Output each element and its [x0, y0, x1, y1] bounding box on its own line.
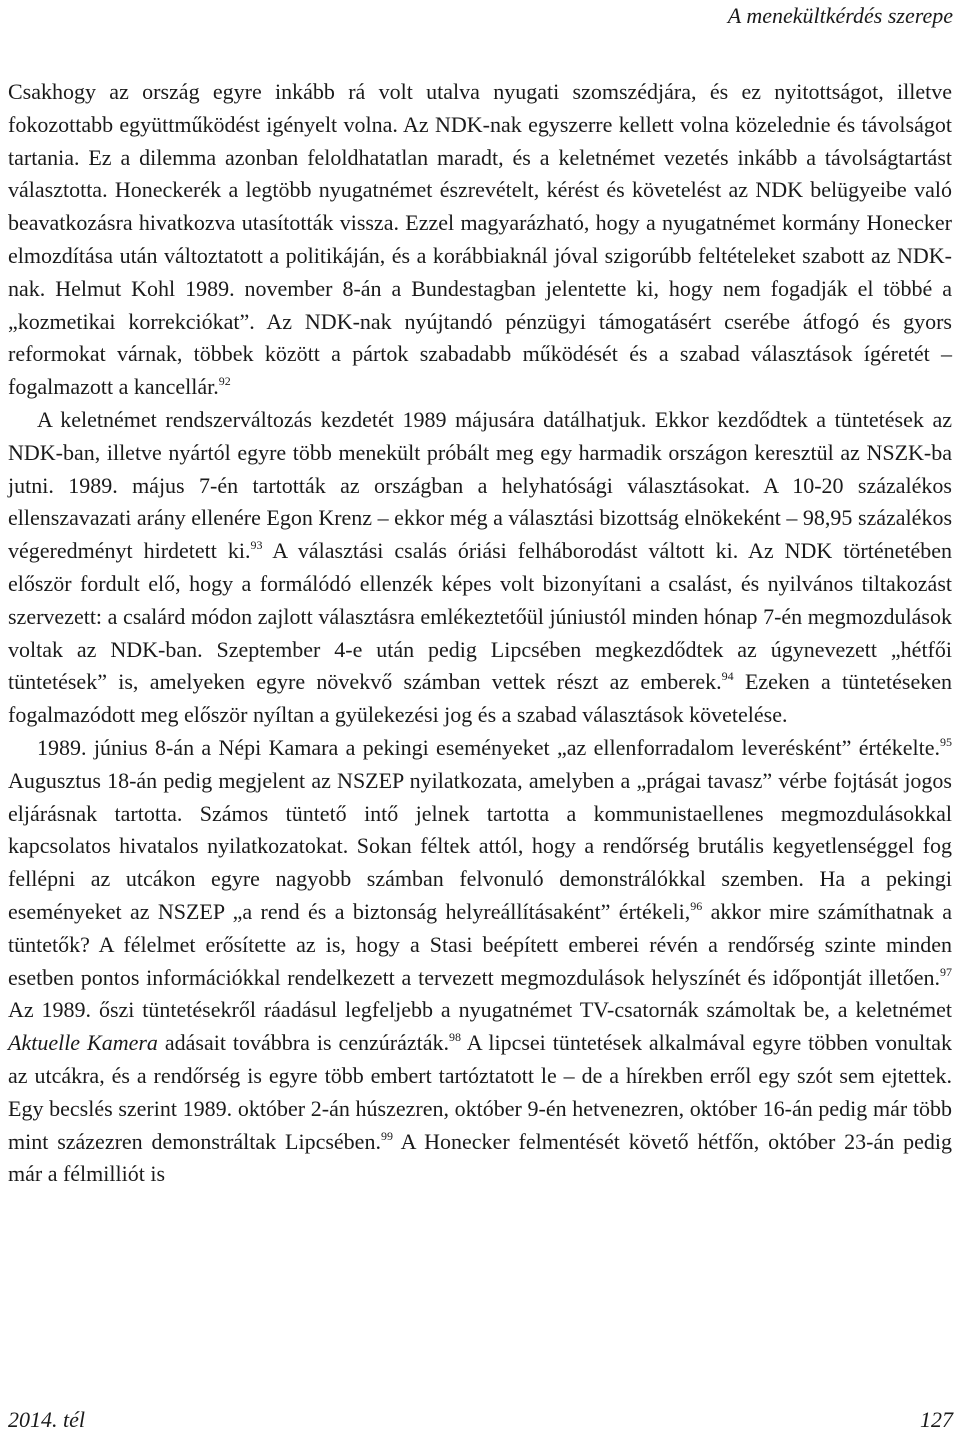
text-run: Az 1989. őszi tüntetésekről ráadásul legfeljebb a nyugatnémet TV-csatornák számoltak be, a keletnémet [8, 997, 952, 1023]
text-run: Csakhogy az ország egyre inkább rá volt utalva nyugati szomszédjára, és ez nyitottságot, illetve fokozottabb együttműködést igényelt volna. Az NDK-nak egyszerre kellett volna közelednie és távolságot tartania. Ez a dilemma azonban feloldhatatlan maradt, és a keletnémet vezetés inkább a távolságtartást választotta. Honeckerék a legtöbb nyugatnémet észrevételt, kérést és követelést az NDK belügyeibe való beavatkozásra hivatkozva utasították vissza. Ezzel magyarázható, hogy a nyugatnémet kormány Honecker elmozdítása után változtatott a politikáján, és a korábbiaknál jóval szigorúbb feltételeket szabott az NDK-nak. Helmut Kohl 1989. november 8-án a Bundestagban jelentette ki, hogy nem fogadják el többé a „kozmetikai korrekciókat”. Az NDK-nak nyújtandó pénzügyi támogatásért cserébe átfogó és gyors reformokat várnak, többek között a pártok szabadabb működését és a szabad választások ígéretét – fogalmazott a kancellár. [8, 79, 952, 400]
running-header: A menekültkérdés szerepe [727, 3, 953, 28]
paragraph [8, 404, 952, 732]
footnote-ref: 94 [721, 669, 734, 684]
footnote-ref: 93 [250, 538, 263, 553]
paragraph [8, 732, 952, 1191]
body-text [8, 76, 952, 1191]
text-run: 1989. június 8-án a Népi Kamara a pekingi eseményeket „az ellenforradalom leverésként” értékelte. [37, 734, 940, 760]
footnote-ref: 96 [690, 898, 703, 913]
footnote-ref: 97 [940, 964, 952, 979]
text-run: A választási csalás óriási felháborodást váltott ki. Az NDK történetében először fordult elő, hogy a formálódó ellenzék képes volt bizonyítani a csalást, és nyilvános tiltakozást szervezett: a csalárd módon zajlott választásra emlékeztetőül júniustól minden hónap 7-én megmozdulások voltak az NDK-ban. Szeptember 4-e után pedig Lipcsében megkezdődtek az úgynevezett „hétfői tüntetések” is, amelyeken egyre növekvő számban vettek részt az emberek. [8, 538, 952, 695]
footnote-ref: 99 [380, 1128, 393, 1143]
text-run: A lipcsei tüntetések alkalmával egyre többen vonultak az utcákra, és a rendőrség is egyre több embert tartóztatott le – de a hírekben erről egy szót sem ejtettek. Egy becslés szerint 1989. október 2-án húszezren, október 9-én hetvenezren, október 16-án pedig már több mint százezren demonstráltak Lipcsében. [8, 1030, 952, 1154]
page-number: 127 [920, 1407, 953, 1432]
text-run: akkor mire számíthatnak a tüntetők? A félelmet erősítette az is, hogy a Stasi beépített emberei révén a rendőrség szinte minden esetben pontos információkkal rendelkezett a tervezett megmozdulások helyszínét és időpontját illetően. [8, 898, 952, 990]
text-run: A keletnémet rendszerváltozás kezdetét 1989 májusára datálhatjuk. Ekkor kezdődtek a tüntetések az NDK-ban, illetve nyártól egyre több menekült próbált meg egy harmadik országon keresztül az NSZK-ba jutni. 1989. május 7-én tartották az országban a helyhatósági választásokat. A 10-20 százalékos ellenszavazati arány ellenére Egon Krenz – ekkor még a választási bizottság elnökeként – 98,95 százalékos végeredményt hirdetett ki. [8, 406, 952, 564]
text-run: adásait továbbra is cenzúrázták. [157, 1030, 449, 1056]
paragraph [8, 76, 952, 404]
footnote-ref: 98 [449, 1030, 461, 1045]
text-run: Ezeken a tüntetéseken fogalmazódott meg először nyíltan a gyülekezési jog és a szabad választások követelése. [8, 669, 952, 728]
issue-label: 2014. tél [8, 1407, 85, 1432]
footnote-ref: 92 [218, 374, 231, 389]
text-run: Augusztus 18-án pedig megjelent az NSZEP nyilatkozata, amelyben a „prágai tavasz” vérbe fojtását jogos eljárásnak tartotta. Számos tüntető intő jelnek tartotta a kommunistaellenes megmozdulásokkal kapcsolatos hivatalos nyilatkozatokat. Sokan féltek attól, hogy a rendőrség brutális kegyetlenséggel fog fellépni az utcákon egyre nagyobb számban felvonuló demonstrálókkal szemben. Ha a pekingi eseményeket az NSZEP „a rend és a biztonság helyreállításaként” értékeli, [8, 767, 952, 924]
text-run: A Honecker felmentését követő hétfőn, október 23-án pedig már a félmilliót is [8, 1128, 952, 1187]
italic-title: Aktuelle Kamera [8, 1030, 158, 1056]
footnote-ref: 95 [940, 734, 952, 749]
